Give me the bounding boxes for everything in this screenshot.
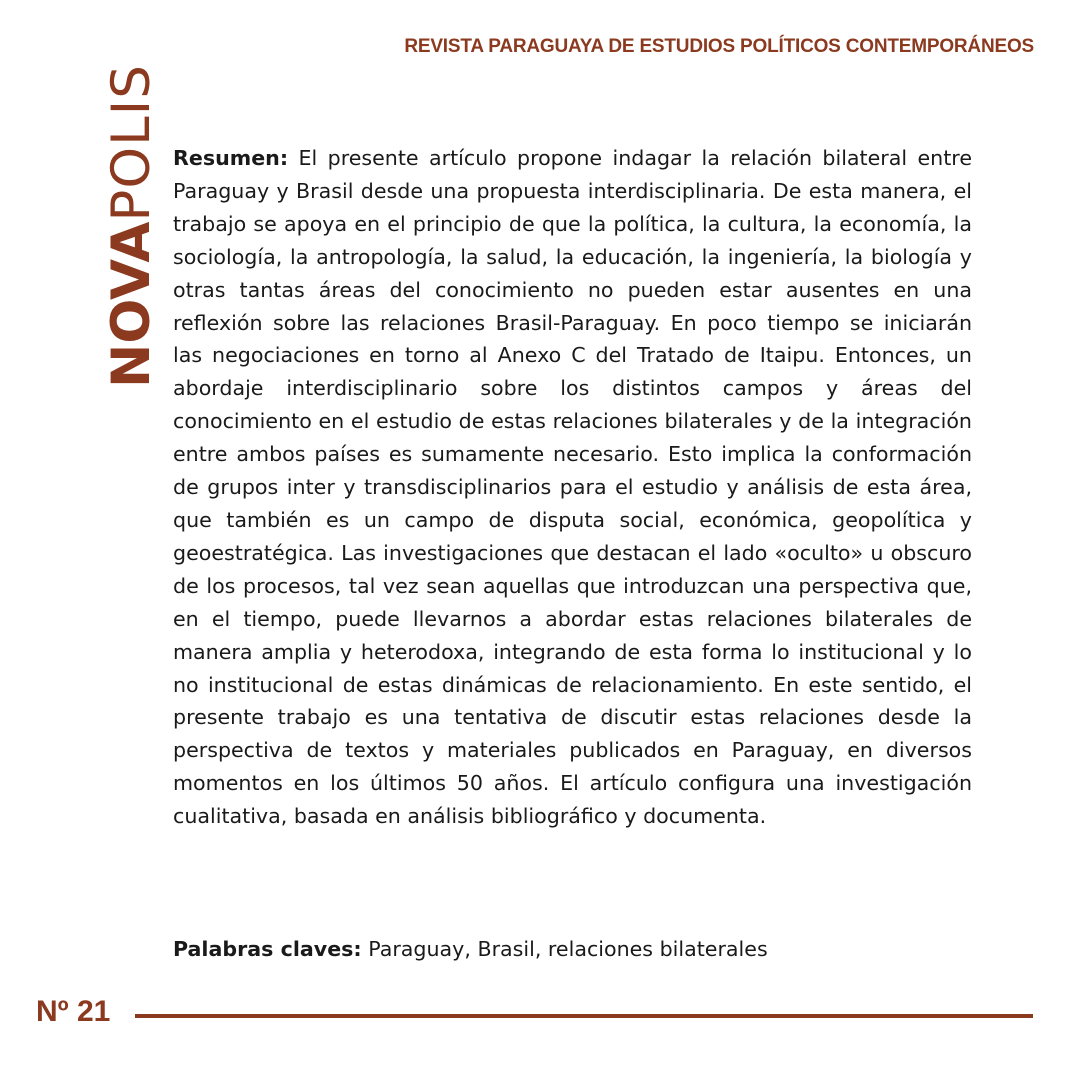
keywords-label: Palabras claves: (173, 937, 362, 961)
abstract-paragraph (173, 142, 972, 833)
novapolis-logo (101, 64, 162, 388)
logo-polis: POLIS (101, 64, 162, 222)
abstract-text: El presente artículo propone indagar la relación bilateral entre Paraguay y Brasil desde una propuesta interdisciplinaria. De esta manera, el trabajo se apoya en el principio de que la política, la cultura, la economía, la sociología, la antropología, la salud, la educación, la ingeniería, la biología y otras tantas áreas del conocimiento no pueden estar ausentes en una reflexión sobre las relaciones Brasil-Paraguay. En poco tiempo se iniciarán las negociaciones en torno al Anexo C del Tratado de Itaipu. Entonces, un abordaje interdisciplinario sobre los distintos campos y áreas del conocimiento en el estudio de estas relaciones bilaterales y de la integración entre ambos países es sumamente necesario. Esto implica la conformación de grupos inter y transdisciplinarios para el estudio y análisis de esta área, que también es un campo de disputa social, económica, geopolítica y geoestratégica. Las investigaciones que destacan el lado «oculto» u obscuro de los procesos, tal vez sean aquellas que introduzcan una perspectiva que, en el tiempo, puede llevarnos a abordar estas relaciones bilaterales de manera amplia y heterodoxa, integrando de esta forma lo institucional y lo no institucional de estas dinámicas de relacionamiento. En este sentido, el presente trabajo es una tentativa de discutir estas relaciones desde la perspectiva de textos y materiales publicados en Paraguay, en diversos momentos en los últimos 50 años. El artículo configura una investigación cualitativa, basada en análisis bibliográfico y documenta. (173, 146, 972, 829)
keywords-text: Paraguay, Brasil, relaciones bilaterales (361, 937, 768, 961)
footer-rule (135, 1014, 1033, 1018)
logo-nova: NOVA (101, 221, 162, 388)
abstract-label: Resumen: (173, 146, 289, 170)
issue-number: Nº 21 (36, 995, 111, 1028)
keywords-line (173, 933, 972, 965)
journal-title: REVISTA PARAGUAYA DE ESTUDIOS POLÍTICOS CONTEMPORÁNEOS (404, 36, 1034, 57)
